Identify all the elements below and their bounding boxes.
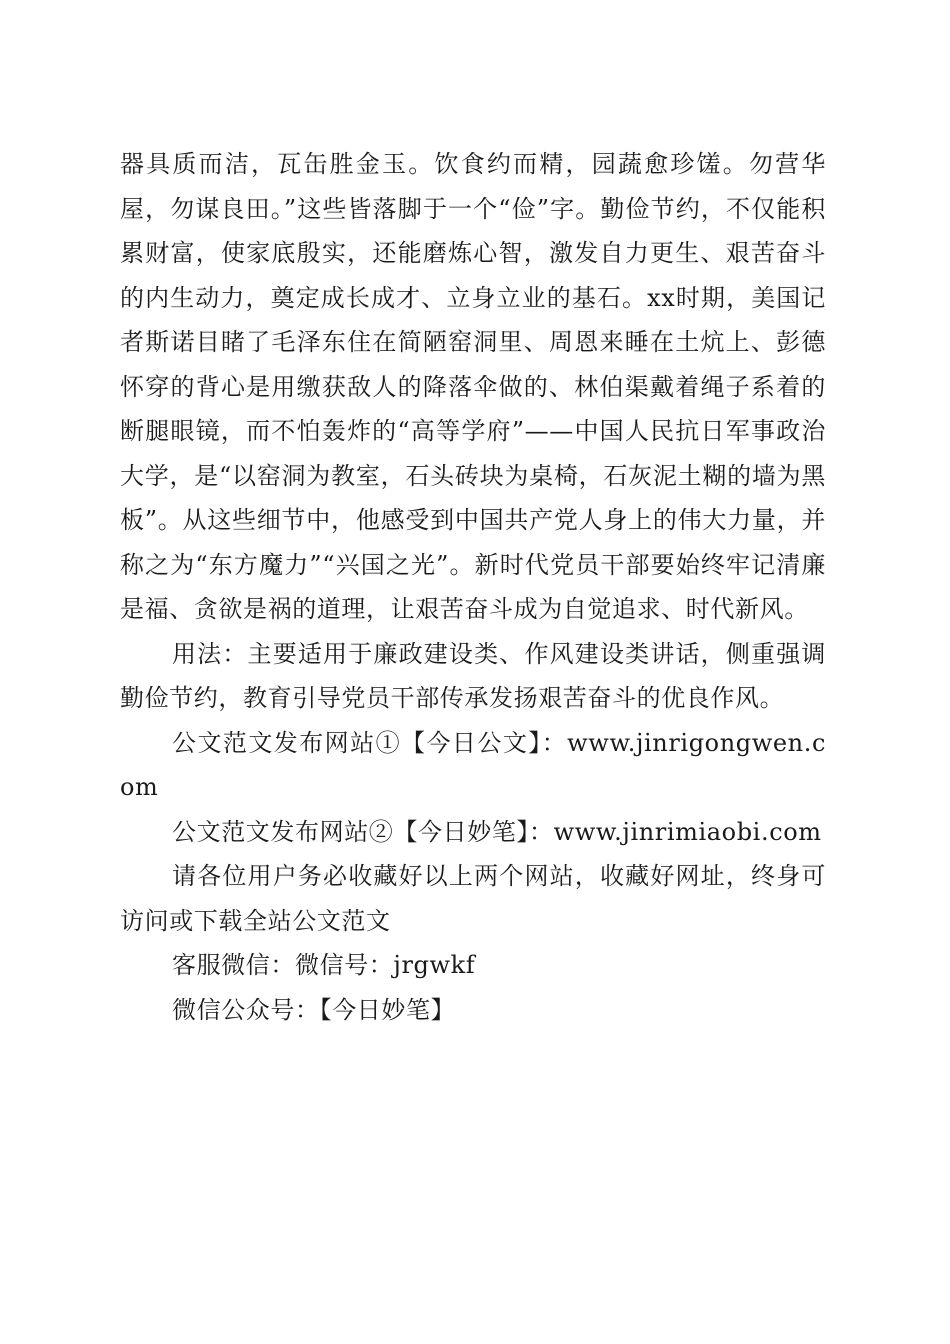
bookmark-notice: 请各位用户务必收藏好以上两个网站，收藏好网址，终身可访问或下载全站公文范文 <box>120 862 826 935</box>
body-paragraph-main: 器具质而洁，瓦缶胜金玉。饮食约而精，园蔬愈珍馐。勿营华屋，勿谋良田。”这些皆落脚于一个“俭”字。勤俭节约，不仅能积累财富，使家底殷实，还能磨炼心智，激发自力更生、艰苦奋斗的内生动力，奠定成长成才、立身立业的基石。xx时期，美国记者斯诺目睹了毛泽东住在简陋窑洞里、周恩来睡在土炕上、彭德怀穿的背心是用缴获敌人的降落伞做的、林伯渠戴着绳子系着的断腿眼镜，而不怕轰炸的“高等学府”——中国人民抗日军事政治大学，是“以窑洞为教室，石头砖块为桌椅，石灰泥土糊的墙为黑板”。从这些细节中，他感受到中国共产党人身上的伟大力量，并称之为“东方魔力”“兴国之光”。新时代党员干部要始终牢记清廉是福、贪欲是祸的道理，让艰苦奋斗成为自觉追求、时代新风。 <box>120 150 826 623</box>
website-line-1: 公文范文发布网站①【今日公文】：www.jinrigongwen.com <box>120 728 826 801</box>
usage-paragraph: 用法：主要适用于廉政建设类、作风建设类讲话，侧重强调勤俭节约，教育引导党员干部传承发扬艰苦奋斗的优良作风。 <box>120 639 826 712</box>
customer-service-wechat: 客服微信：微信号：jrgwkf <box>172 951 476 979</box>
wechat-official-account: 微信公众号：【今日妙笔】 <box>172 995 456 1024</box>
document-body <box>120 142 826 1032</box>
website-line-2: 公文范文发布网站②【今日妙笔】：www.jinrimiaobi.com <box>172 817 822 846</box>
